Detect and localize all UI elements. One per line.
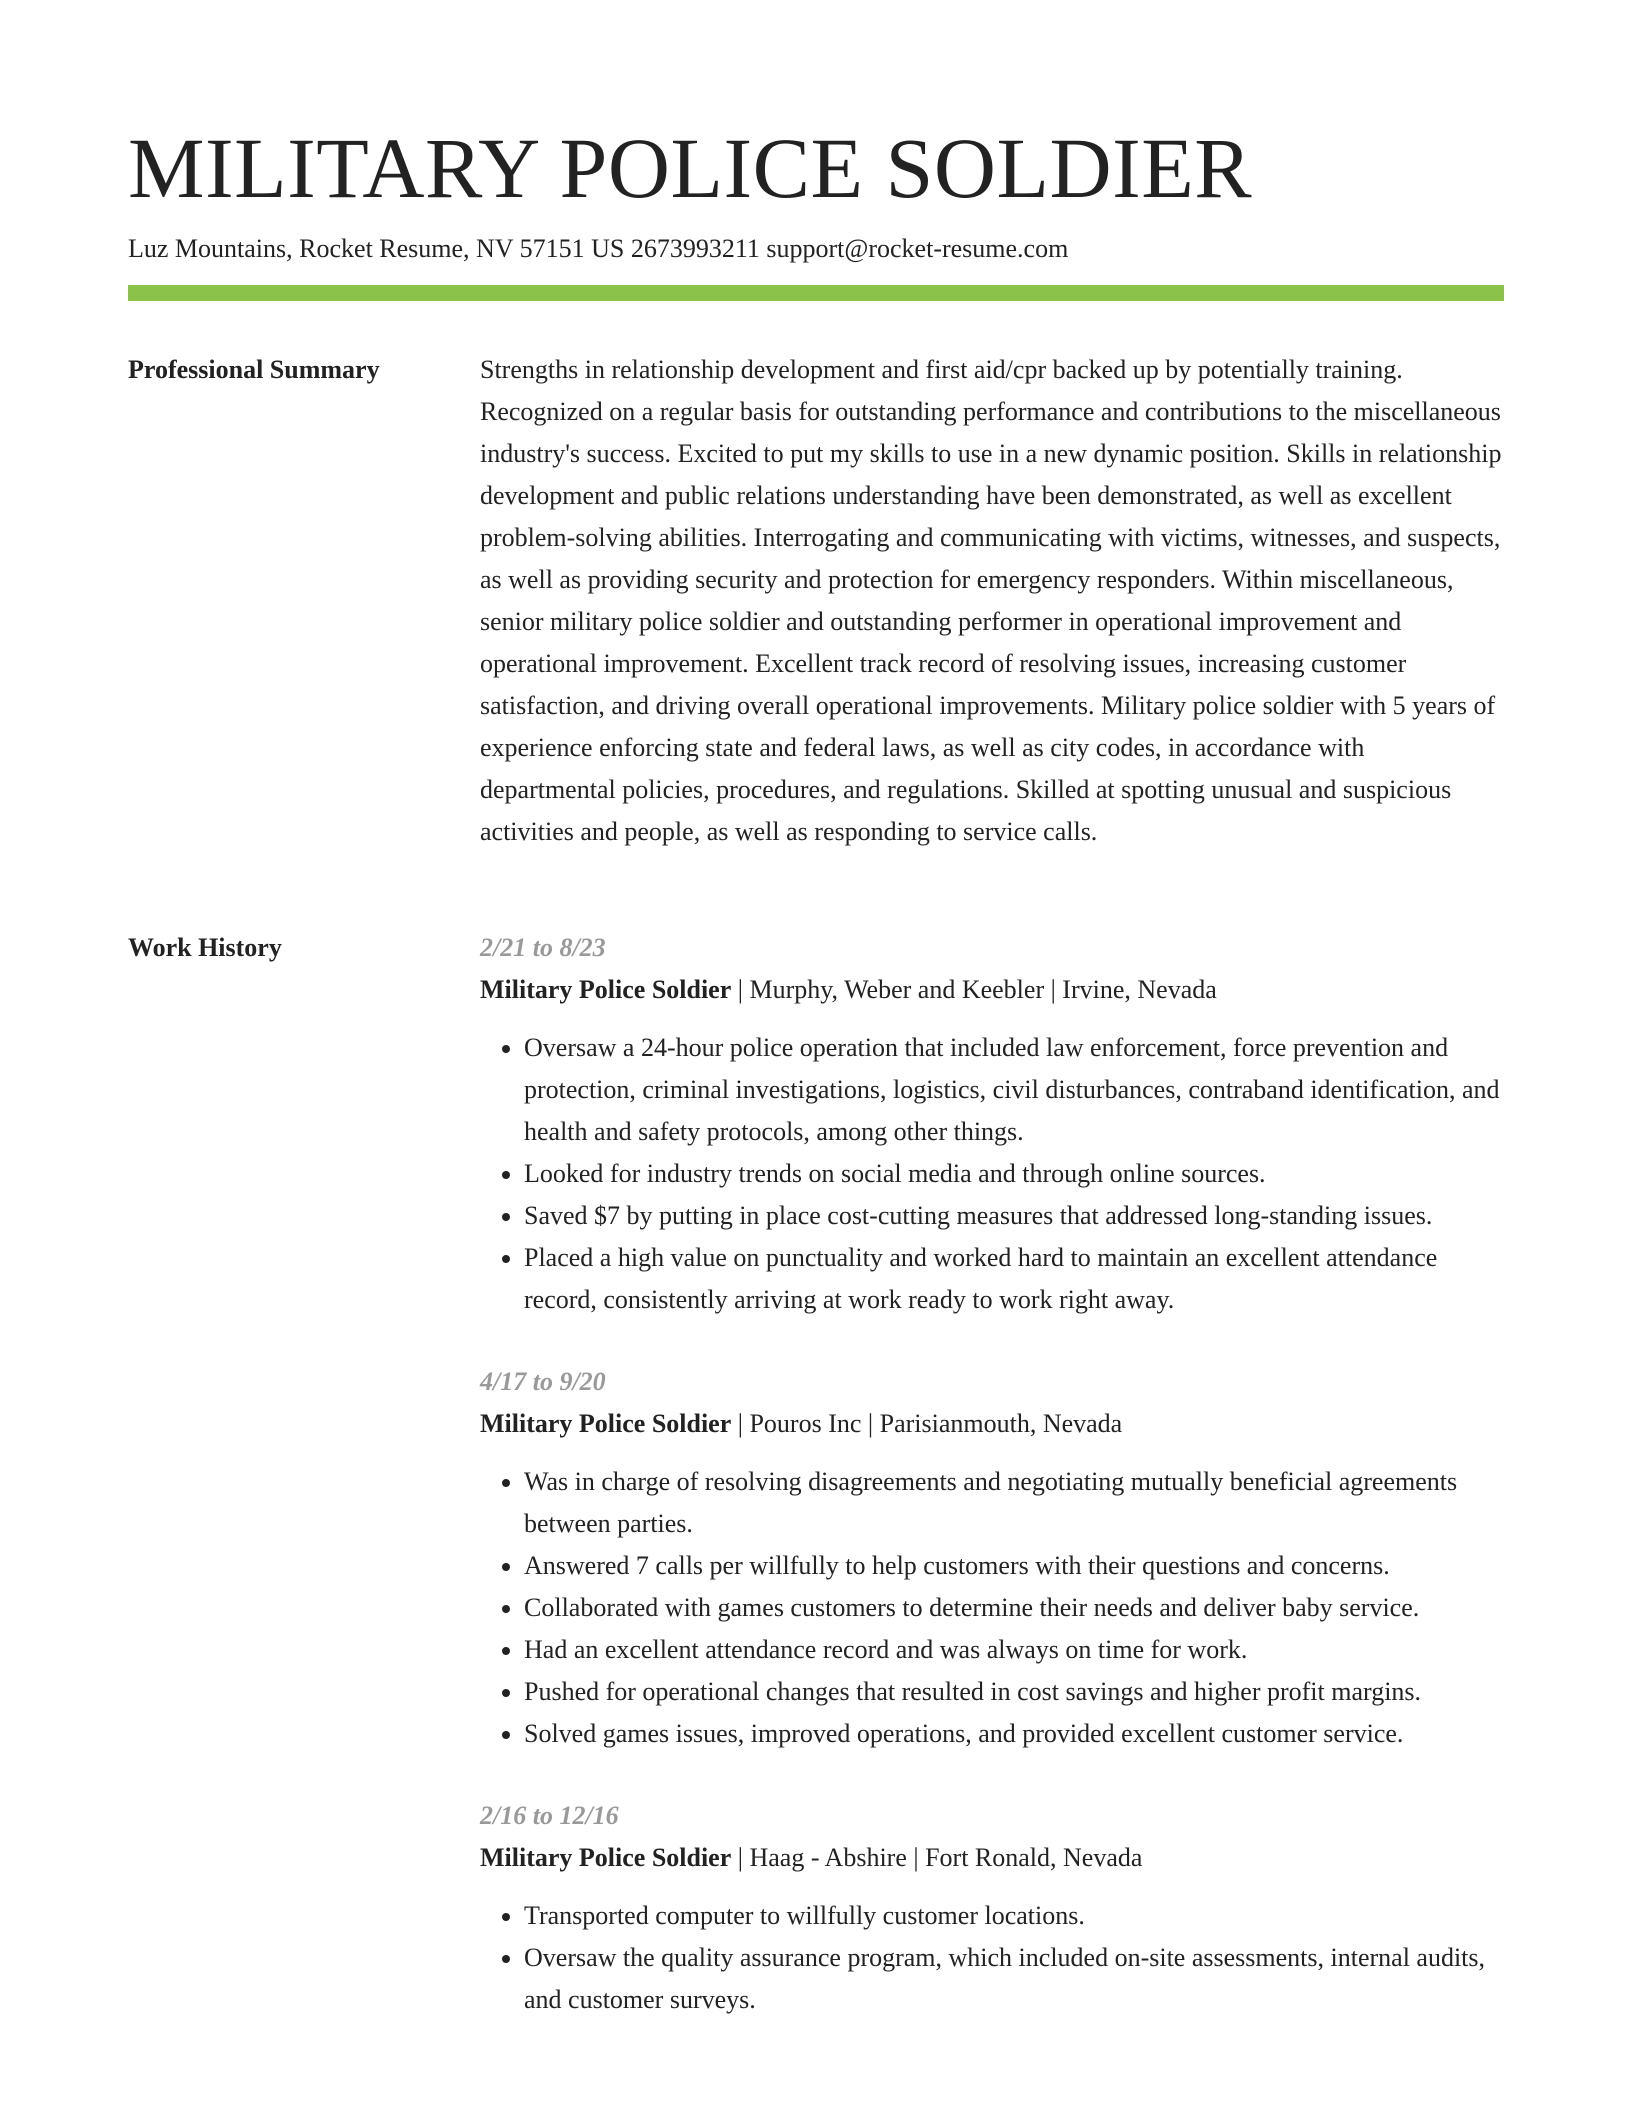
job-title: Military Police Soldier — [480, 1843, 732, 1872]
job-bullet-list — [480, 1027, 1506, 1321]
contact-line: Luz Mountains, Rocket Resume, NV 57151 US 2673993211 support@rocket-resume.com — [128, 234, 1069, 263]
job-employer-location: | Haag - Abshire | Fort Ronald, Nevada — [731, 1843, 1143, 1872]
summary-body — [480, 349, 1506, 853]
job-title: Military Police Soldier — [480, 1409, 732, 1438]
job-dates: 2/16 to 12/16 — [480, 1801, 619, 1830]
job-employer-location: | Pouros Inc | Parisianmouth, Nevada — [731, 1409, 1123, 1438]
job-bullet: • Was in charge of resolving disagreements and negotiating mutually beneficial agreements between parties. — [524, 1461, 1506, 1545]
accent-divider — [128, 285, 1504, 301]
job-bullet: • Oversaw the quality assurance program, which included on-site assessments, internal audits, and customer surveys. — [524, 1937, 1506, 2021]
job-title: Military Police Soldier — [480, 975, 732, 1004]
job-heading — [480, 1837, 1506, 1879]
job-bullet-list — [480, 1895, 1506, 2021]
job-bullet: • Looked for industry trends on social media and through online sources. — [524, 1153, 1506, 1195]
page-title: MILITARY POLICE SOLDIER — [128, 120, 1253, 216]
job-heading — [480, 1403, 1506, 1445]
job-heading — [480, 969, 1506, 1011]
job-bullet: • Answered 7 calls per willfully to help customers with their questions and concerns. — [524, 1545, 1506, 1587]
job-entry — [480, 927, 1506, 1321]
job-bullet: • Solved games issues, improved operations, and provided excellent customer service. — [524, 1713, 1506, 1755]
work-history-body — [480, 927, 1506, 2061]
job-bullet: • Oversaw a 24-hour police operation that included law enforcement, force prevention and protection, criminal investigations, logistics, civil disturbances, contraband identification, and health and safety protocols, among other things. — [524, 1027, 1506, 1153]
summary-text: Strengths in relationship development and first aid/cpr backed up by potentially training. Recognized on a regular basis for outstanding performance and contributions to the miscellaneous industry's success. Excited to put my skills to use in a new dynamic position. Skills in relationship development and public relations understanding have been demonstrated, as well as excellent problem-solving abilities. Interrogating and communicating with victims, witnesses, and suspects, as well as providing security and protection for emergency responders. Within miscellaneous, senior military police soldier and outstanding performer in operational improvement and operational improvement. Excellent track record of resolving issues, increasing customer satisfaction, and driving overall operational improvements. Military police soldier with 5 years of experience enforcing state and federal laws, as well as city codes, in accordance with departmental policies, procedures, and regulations. Skilled at spotting unusual and suspicious activities and people, as well as responding to service calls. — [480, 355, 1502, 846]
job-bullet: • Transported computer to willfully customer locations. — [524, 1895, 1506, 1937]
job-bullet: • Collaborated with games customers to determine their needs and deliver baby service. — [524, 1587, 1506, 1629]
job-dates: 4/17 to 9/20 — [480, 1367, 606, 1396]
job-bullet: • Placed a high value on punctuality and worked hard to maintain an excellent attendance record, consistently arriving at work ready to work right away. — [524, 1237, 1506, 1321]
job-bullet: • Pushed for operational changes that resulted in cost savings and higher profit margins. — [524, 1671, 1506, 1713]
summary-heading: Professional Summary — [128, 355, 380, 384]
job-bullet: • Saved $7 by putting in place cost-cutting measures that addressed long-standing issues. — [524, 1195, 1506, 1237]
job-bullet-list — [480, 1461, 1506, 1755]
work-history-heading: Work History — [128, 933, 282, 962]
job-employer-location: | Murphy, Weber and Keebler | Irvine, Nevada — [731, 975, 1217, 1004]
job-entry — [480, 1361, 1506, 1755]
job-dates: 2/21 to 8/23 — [480, 933, 606, 962]
job-entry — [480, 1795, 1506, 2021]
job-bullet: • Had an excellent attendance record and was always on time for work. — [524, 1629, 1506, 1671]
